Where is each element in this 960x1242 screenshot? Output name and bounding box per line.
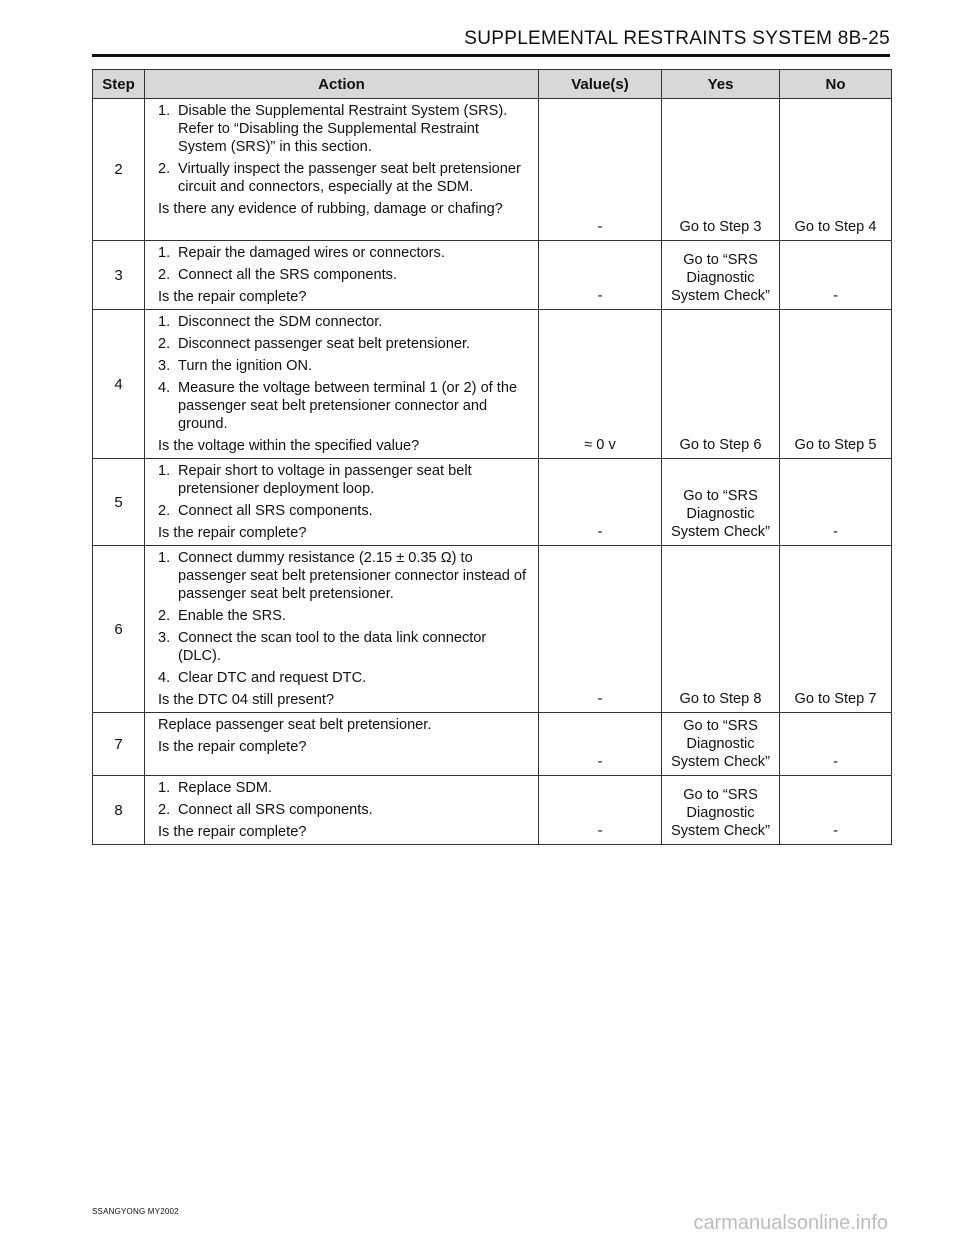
action-step-item xyxy=(158,266,530,284)
no-cell: Go to Step 5 xyxy=(780,310,892,459)
action-step-item xyxy=(158,801,530,819)
action-step-item xyxy=(158,335,530,353)
action-step-text: Replace SDM. xyxy=(178,780,273,796)
srs-check-line: Go to “SRS xyxy=(683,252,758,268)
value-cell: - xyxy=(539,459,662,546)
step-number: 5 xyxy=(93,459,145,546)
action-step-number: 4. xyxy=(158,670,171,686)
value-cell: - xyxy=(539,241,662,310)
action-cell xyxy=(145,546,539,713)
srs-check-line: Diagnostic xyxy=(686,736,755,752)
action-step-text: Clear DTC and request DTC. xyxy=(178,670,367,686)
table-row xyxy=(93,546,892,713)
action-step-number: 1. xyxy=(158,780,171,796)
action-cell xyxy=(145,310,539,459)
action-steps-list xyxy=(158,549,530,687)
column-header-step: Step xyxy=(93,70,145,99)
action-question: Is the repair complete? xyxy=(158,824,307,840)
action-question: Is the DTC 04 still present? xyxy=(158,692,335,708)
footer-model: SSANGYONG MY2002 xyxy=(92,1207,179,1216)
yes-cell xyxy=(662,713,780,776)
action-step-number: 1. xyxy=(158,314,171,330)
action-step-item xyxy=(158,357,530,375)
action-cell xyxy=(145,713,539,776)
table-header-row xyxy=(93,70,892,99)
step-number: 8 xyxy=(93,776,145,845)
srs-check-line: System Check” xyxy=(671,823,770,839)
header-rule xyxy=(92,54,890,57)
table-row xyxy=(93,99,892,241)
action-question: Is the repair complete? xyxy=(158,739,307,755)
yes-cell: Go to Step 6 xyxy=(662,310,780,459)
srs-check-reference xyxy=(666,251,775,305)
step-number: 3 xyxy=(93,241,145,310)
action-text: Replace passenger seat belt pretensioner. xyxy=(158,717,432,733)
action-step-item xyxy=(158,779,530,797)
srs-check-line: Go to “SRS xyxy=(683,488,758,504)
action-cell xyxy=(145,459,539,546)
action-step-number: 1. xyxy=(158,550,171,566)
action-step-number: 2. xyxy=(158,336,171,352)
action-step-item xyxy=(158,607,530,625)
action-step-number: 3. xyxy=(158,630,171,646)
action-step-text: Disconnect passenger seat belt pretensioner. xyxy=(178,336,471,352)
table-row xyxy=(93,310,892,459)
action-step-text: Disconnect the SDM connector. xyxy=(178,314,383,330)
no-cell: Go to Step 7 xyxy=(780,546,892,713)
action-cell xyxy=(145,99,539,241)
no-cell: - xyxy=(780,776,892,845)
srs-check-line: System Check” xyxy=(671,524,770,540)
action-step-number: 3. xyxy=(158,358,171,374)
action-step-text: Disable the Supplemental Restraint System (SRS). Refer to “Disabling the Supplemental Restraint System (SRS)” in this section. xyxy=(178,103,508,155)
action-step-item xyxy=(158,379,530,433)
action-step-item xyxy=(158,102,530,156)
yes-cell: Go to Step 8 xyxy=(662,546,780,713)
yes-cell xyxy=(662,241,780,310)
action-step-text: Virtually inspect the passenger seat belt pretensioner circuit and connectors, especially at the SDM. xyxy=(178,161,521,195)
action-step-item xyxy=(158,313,530,331)
no-cell: Go to Step 4 xyxy=(780,99,892,241)
action-step-text: Connect the scan tool to the data link connector (DLC). xyxy=(178,630,487,664)
srs-check-line: Go to “SRS xyxy=(683,718,758,734)
value-cell: - xyxy=(539,776,662,845)
srs-check-line: Diagnostic xyxy=(686,805,755,821)
action-step-item xyxy=(158,462,530,498)
srs-check-line: Go to “SRS xyxy=(683,787,758,803)
action-steps-list xyxy=(158,779,530,819)
action-step-item xyxy=(158,629,530,665)
no-cell: - xyxy=(780,459,892,546)
action-step-number: 2. xyxy=(158,608,171,624)
action-step-text: Measure the voltage between terminal 1 (or 2) of the passenger seat belt pretensioner connector and ground. xyxy=(178,380,518,432)
action-step-number: 1. xyxy=(158,463,171,479)
table-row xyxy=(93,713,892,776)
action-cell xyxy=(145,241,539,310)
table-row xyxy=(93,776,892,845)
action-step-item xyxy=(158,549,530,603)
action-step-number: 2. xyxy=(158,503,171,519)
action-step-text: Repair the damaged wires or connectors. xyxy=(178,245,445,261)
action-question: Is the repair complete? xyxy=(158,289,307,305)
srs-check-line: System Check” xyxy=(671,288,770,304)
value-cell: - xyxy=(539,713,662,776)
step-number: 7 xyxy=(93,713,145,776)
action-step-text: Enable the SRS. xyxy=(178,608,286,624)
yes-cell: Go to Step 3 xyxy=(662,99,780,241)
action-question: Is there any evidence of rubbing, damage or chafing? xyxy=(158,201,503,217)
action-step-number: 2. xyxy=(158,267,171,283)
srs-check-reference xyxy=(666,786,775,840)
action-steps-list xyxy=(158,102,530,196)
column-header-yes: Yes xyxy=(662,70,780,99)
value-cell: - xyxy=(539,546,662,713)
value-cell: - xyxy=(539,99,662,241)
action-step-text: Connect all SRS components. xyxy=(178,503,373,519)
action-step-text: Connect all the SRS components. xyxy=(178,267,398,283)
column-header-no: No xyxy=(780,70,892,99)
watermark-text: carmanualsonline.info xyxy=(693,1212,888,1234)
action-step-number: 2. xyxy=(158,802,171,818)
action-steps-list xyxy=(158,244,530,284)
yes-cell xyxy=(662,459,780,546)
step-number: 2 xyxy=(93,99,145,241)
action-steps-list xyxy=(158,462,530,520)
step-number: 4 xyxy=(93,310,145,459)
action-step-item xyxy=(158,244,530,262)
srs-check-line: System Check” xyxy=(671,754,770,770)
yes-cell xyxy=(662,776,780,845)
action-step-item xyxy=(158,669,530,687)
action-step-number: 1. xyxy=(158,245,171,261)
no-cell: - xyxy=(780,241,892,310)
action-question: Is the voltage within the specified value? xyxy=(158,438,420,454)
action-step-item xyxy=(158,502,530,520)
srs-check-line: Diagnostic xyxy=(686,270,755,286)
table-row xyxy=(93,459,892,546)
action-cell xyxy=(145,776,539,845)
action-step-text: Turn the ignition ON. xyxy=(178,358,313,374)
action-step-number: 1. xyxy=(158,103,171,119)
action-step-number: 4. xyxy=(158,380,171,396)
action-steps-list xyxy=(158,313,530,433)
step-number: 6 xyxy=(93,546,145,713)
no-cell: - xyxy=(780,713,892,776)
action-step-number: 2. xyxy=(158,161,171,177)
srs-check-line: Diagnostic xyxy=(686,506,755,522)
column-header-values: Value(s) xyxy=(539,70,662,99)
value-cell: ≈ 0 v xyxy=(539,310,662,459)
column-header-action: Action xyxy=(145,70,539,99)
action-step-text: Connect dummy resistance (2.15 ± 0.35 Ω) to passenger seat belt pretensioner connector instead of passenger seat belt pretensioner. xyxy=(178,550,527,602)
diagnostic-table xyxy=(92,69,892,845)
srs-check-reference xyxy=(666,717,775,771)
table-row xyxy=(93,241,892,310)
action-question: Is the repair complete? xyxy=(158,525,307,541)
srs-check-reference xyxy=(666,487,775,541)
action-step-text: Repair short to voltage in passenger seat belt pretensioner deployment loop. xyxy=(178,463,472,497)
action-step-item xyxy=(158,160,530,196)
page-header-title: SUPPLEMENTAL RESTRAINTS SYSTEM 8B-25 xyxy=(464,28,890,49)
action-step-text: Connect all SRS components. xyxy=(178,802,373,818)
